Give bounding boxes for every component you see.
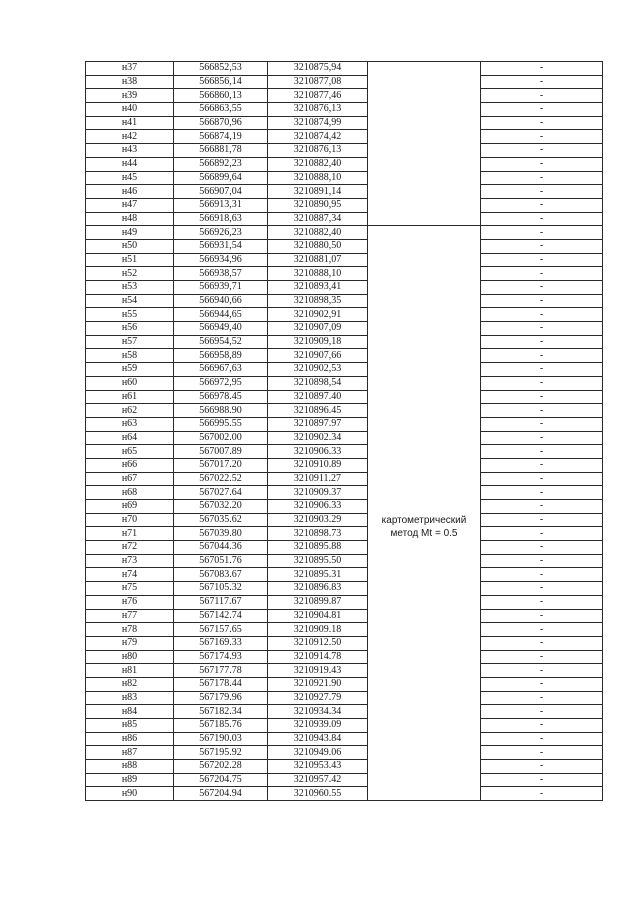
y-coordinate-cell: 3210882,40 [268,226,368,240]
x-coordinate-cell: 567051.76 [174,554,268,568]
table-row [86,773,603,787]
method-label [372,514,476,540]
point-id-cell: н58 [86,349,174,363]
dash-cell: - [481,376,603,390]
x-coordinate-cell: 566926,23 [174,226,268,240]
y-coordinate-cell: 3210895.31 [268,568,368,582]
y-coordinate-cell: 3210909.37 [268,486,368,500]
dash-cell: - [481,363,603,377]
y-coordinate-cell: 3210877,08 [268,75,368,89]
y-coordinate-cell: 3210960.55 [268,787,368,801]
y-coordinate-cell: 3210927.79 [268,691,368,705]
table-row [86,404,603,418]
y-coordinate-cell: 3210874,42 [268,130,368,144]
x-coordinate-cell: 566907,04 [174,185,268,199]
method-cell-upper [368,62,481,226]
point-id-cell: н61 [86,390,174,404]
y-coordinate-cell: 3210911.27 [268,472,368,486]
point-id-cell: н45 [86,171,174,185]
point-id-cell: н78 [86,623,174,637]
table-row [86,308,603,322]
dash-cell: - [481,554,603,568]
y-coordinate-cell: 3210896.83 [268,582,368,596]
y-coordinate-cell: 3210898,35 [268,294,368,308]
table-row [86,650,603,664]
point-id-cell: н49 [86,226,174,240]
y-coordinate-cell: 3210888,10 [268,171,368,185]
table-row [86,719,603,733]
x-coordinate-cell: 567178.44 [174,677,268,691]
dash-cell: - [481,732,603,746]
dash-cell: - [481,623,603,637]
table-row [86,253,603,267]
table-row [86,322,603,336]
x-coordinate-cell: 567032.20 [174,500,268,514]
point-id-cell: н47 [86,198,174,212]
y-coordinate-cell: 3210880,50 [268,239,368,253]
table-row [86,582,603,596]
table-row [86,527,603,541]
dash-cell: - [481,226,603,240]
x-coordinate-cell: 567204.75 [174,773,268,787]
dash-cell: - [481,253,603,267]
dash-cell: - [481,636,603,650]
x-coordinate-cell: 566918,63 [174,212,268,226]
table-row [86,198,603,212]
y-coordinate-cell: 3210906.33 [268,445,368,459]
y-coordinate-cell: 3210903.29 [268,513,368,527]
point-id-cell: н43 [86,144,174,158]
x-coordinate-cell: 567190.03 [174,732,268,746]
point-id-cell: н87 [86,746,174,760]
dash-cell: - [481,431,603,445]
y-coordinate-cell: 3210887,34 [268,212,368,226]
point-id-cell: н59 [86,363,174,377]
dash-cell: - [481,267,603,281]
dash-cell: - [481,609,603,623]
x-coordinate-cell: 566938,57 [174,267,268,281]
point-id-cell: н52 [86,267,174,281]
dash-cell: - [481,541,603,555]
x-coordinate-cell: 567027.64 [174,486,268,500]
dash-cell: - [481,157,603,171]
y-coordinate-cell: 3210910.89 [268,458,368,472]
y-coordinate-cell: 3210874,99 [268,116,368,130]
dash-cell: - [481,404,603,418]
table-row [86,787,603,801]
x-coordinate-cell: 566899,64 [174,171,268,185]
table-row [86,417,603,431]
point-id-cell: н75 [86,582,174,596]
x-coordinate-cell: 567182.34 [174,705,268,719]
x-coordinate-cell: 567204.94 [174,787,268,801]
point-id-cell: н48 [86,212,174,226]
y-coordinate-cell: 3210907,09 [268,322,368,336]
point-id-cell: н81 [86,664,174,678]
table-row [86,513,603,527]
table-row [86,130,603,144]
dash-cell: - [481,527,603,541]
table-row [86,335,603,349]
table-row [86,760,603,774]
y-coordinate-cell: 3210939.09 [268,719,368,733]
table-row [86,62,603,76]
point-id-cell: н71 [86,527,174,541]
y-coordinate-cell: 3210934.34 [268,705,368,719]
table-row [86,691,603,705]
table-row [86,212,603,226]
table-row [86,664,603,678]
point-id-cell: н73 [86,554,174,568]
dash-cell: - [481,335,603,349]
point-id-cell: н64 [86,431,174,445]
table-row [86,623,603,637]
y-coordinate-cell: 3210906.33 [268,500,368,514]
y-coordinate-cell: 3210904.81 [268,609,368,623]
dash-cell: - [481,513,603,527]
table-row [86,746,603,760]
y-coordinate-cell: 3210893,41 [268,281,368,295]
dash-cell: - [481,212,603,226]
x-coordinate-cell: 567035.62 [174,513,268,527]
y-coordinate-cell: 3210876,13 [268,144,368,158]
dash-cell: - [481,62,603,76]
x-coordinate-cell: 566892,23 [174,157,268,171]
x-coordinate-cell: 567142.74 [174,609,268,623]
dash-cell: - [481,746,603,760]
table-row [86,568,603,582]
x-coordinate-cell: 566852,53 [174,62,268,76]
dash-cell: - [481,760,603,774]
x-coordinate-cell: 566995.55 [174,417,268,431]
x-coordinate-cell: 567002.00 [174,431,268,445]
dash-cell: - [481,390,603,404]
y-coordinate-cell: 3210895.88 [268,541,368,555]
x-coordinate-cell: 566940,66 [174,294,268,308]
dash-cell: - [481,650,603,664]
dash-cell: - [481,664,603,678]
table-row [86,144,603,158]
table-row [86,349,603,363]
dash-cell: - [481,198,603,212]
y-coordinate-cell: 3210909.18 [268,623,368,637]
table-row [86,677,603,691]
x-coordinate-cell: 567083.67 [174,568,268,582]
x-coordinate-cell: 566978.45 [174,390,268,404]
table-row [86,281,603,295]
point-id-cell: н39 [86,89,174,103]
dash-cell: - [481,89,603,103]
coordinates-table-body [86,62,603,801]
x-coordinate-cell: 567157.65 [174,623,268,637]
y-coordinate-cell: 3210881,07 [268,253,368,267]
table-row [86,595,603,609]
dash-cell: - [481,595,603,609]
point-id-cell: н89 [86,773,174,787]
y-coordinate-cell: 3210897.97 [268,417,368,431]
dash-cell: - [481,705,603,719]
point-id-cell: н80 [86,650,174,664]
table-row [86,472,603,486]
x-coordinate-cell: 567039.80 [174,527,268,541]
y-coordinate-cell: 3210943.84 [268,732,368,746]
x-coordinate-cell: 566988.90 [174,404,268,418]
x-coordinate-cell: 566949,40 [174,322,268,336]
point-id-cell: н50 [86,239,174,253]
x-coordinate-cell: 567202.28 [174,760,268,774]
dash-cell: - [481,417,603,431]
table-row [86,636,603,650]
table-row [86,541,603,555]
dash-cell: - [481,472,603,486]
point-id-cell: н76 [86,595,174,609]
x-coordinate-cell: 566958,89 [174,349,268,363]
y-coordinate-cell: 3210890,95 [268,198,368,212]
table-row [86,75,603,89]
y-coordinate-cell: 3210953.43 [268,760,368,774]
table-row [86,554,603,568]
dash-cell: - [481,75,603,89]
x-coordinate-cell: 566939,71 [174,281,268,295]
point-id-cell: н86 [86,732,174,746]
dash-cell: - [481,322,603,336]
point-id-cell: н56 [86,322,174,336]
y-coordinate-cell: 3210898,54 [268,376,368,390]
y-coordinate-cell: 3210891,14 [268,185,368,199]
y-coordinate-cell: 3210875,94 [268,62,368,76]
point-id-cell: н90 [86,787,174,801]
dash-cell: - [481,773,603,787]
x-coordinate-cell: 567105.32 [174,582,268,596]
point-id-cell: н77 [86,609,174,623]
x-coordinate-cell: 566856,14 [174,75,268,89]
point-id-cell: н40 [86,103,174,117]
table-row [86,705,603,719]
y-coordinate-cell: 3210921.90 [268,677,368,691]
table-row [86,486,603,500]
point-id-cell: н70 [86,513,174,527]
point-id-cell: н68 [86,486,174,500]
table-row [86,294,603,308]
x-coordinate-cell: 566863,55 [174,103,268,117]
x-coordinate-cell: 567117.67 [174,595,268,609]
dash-cell: - [481,500,603,514]
point-id-cell: н66 [86,458,174,472]
table-row [86,267,603,281]
point-id-cell: н41 [86,116,174,130]
dash-cell: - [481,486,603,500]
x-coordinate-cell: 567007.89 [174,445,268,459]
table-row [86,376,603,390]
x-coordinate-cell: 566972,95 [174,376,268,390]
x-coordinate-cell: 566860,13 [174,89,268,103]
table-row [86,185,603,199]
x-coordinate-cell: 566931,54 [174,239,268,253]
x-coordinate-cell: 567185.76 [174,719,268,733]
coordinates-table [85,61,603,801]
point-id-cell: н51 [86,253,174,267]
point-id-cell: н37 [86,62,174,76]
x-coordinate-cell: 566967,63 [174,363,268,377]
x-coordinate-cell: 566944,65 [174,308,268,322]
y-coordinate-cell: 3210895.50 [268,554,368,568]
table-row [86,431,603,445]
y-coordinate-cell: 3210907,66 [268,349,368,363]
dash-cell: - [481,677,603,691]
y-coordinate-cell: 3210914.78 [268,650,368,664]
x-coordinate-cell: 567179.96 [174,691,268,705]
dash-cell: - [481,281,603,295]
table-row [86,239,603,253]
point-id-cell: н46 [86,185,174,199]
point-id-cell: н55 [86,308,174,322]
table-row [86,103,603,117]
table-row [86,157,603,171]
x-coordinate-cell: 567022.52 [174,472,268,486]
table-row [86,226,603,240]
y-coordinate-cell: 3210902,53 [268,363,368,377]
point-id-cell: н38 [86,75,174,89]
dash-cell: - [481,349,603,363]
point-id-cell: н54 [86,294,174,308]
table-row [86,500,603,514]
x-coordinate-cell: 566934,96 [174,253,268,267]
method-cell-lower [368,226,481,801]
y-coordinate-cell: 3210912.50 [268,636,368,650]
dash-cell: - [481,458,603,472]
dash-cell: - [481,103,603,117]
dash-cell: - [481,294,603,308]
dash-cell: - [481,445,603,459]
point-id-cell: н44 [86,157,174,171]
y-coordinate-cell: 3210949.06 [268,746,368,760]
table-row [86,445,603,459]
y-coordinate-cell: 3210876,13 [268,103,368,117]
dash-cell: - [481,568,603,582]
y-coordinate-cell: 3210898.73 [268,527,368,541]
y-coordinate-cell: 3210897.40 [268,390,368,404]
y-coordinate-cell: 3210902.34 [268,431,368,445]
point-id-cell: н85 [86,719,174,733]
dash-cell: - [481,691,603,705]
point-id-cell: н83 [86,691,174,705]
table-row [86,390,603,404]
point-id-cell: н53 [86,281,174,295]
point-id-cell: н67 [86,472,174,486]
point-id-cell: н62 [86,404,174,418]
dash-cell: - [481,171,603,185]
x-coordinate-cell: 566881,78 [174,144,268,158]
point-id-cell: н88 [86,760,174,774]
table-row [86,171,603,185]
y-coordinate-cell: 3210896.45 [268,404,368,418]
table-row [86,458,603,472]
x-coordinate-cell: 567174.93 [174,650,268,664]
point-id-cell: н74 [86,568,174,582]
point-id-cell: н57 [86,335,174,349]
dash-cell: - [481,787,603,801]
x-coordinate-cell: 566874,19 [174,130,268,144]
table-row [86,116,603,130]
point-id-cell: н60 [86,376,174,390]
y-coordinate-cell: 3210919.43 [268,664,368,678]
y-coordinate-cell: 3210882,40 [268,157,368,171]
point-id-cell: н82 [86,677,174,691]
x-coordinate-cell: 566913,31 [174,198,268,212]
dash-cell: - [481,144,603,158]
dash-cell: - [481,239,603,253]
point-id-cell: н63 [86,417,174,431]
x-coordinate-cell: 566870,96 [174,116,268,130]
method-label-line2: метод Mt = 0.5 [390,528,458,540]
y-coordinate-cell: 3210888,10 [268,267,368,281]
dash-cell: - [481,116,603,130]
table-row [86,89,603,103]
dash-cell: - [481,719,603,733]
table-row [86,609,603,623]
x-coordinate-cell: 567195.92 [174,746,268,760]
method-label-line1: картометрический [381,515,467,527]
table-row [86,363,603,377]
dash-cell: - [481,582,603,596]
y-coordinate-cell: 3210909,18 [268,335,368,349]
dash-cell: - [481,130,603,144]
point-id-cell: н84 [86,705,174,719]
dash-cell: - [481,185,603,199]
point-id-cell: н65 [86,445,174,459]
y-coordinate-cell: 3210957.42 [268,773,368,787]
x-coordinate-cell: 566954,52 [174,335,268,349]
point-id-cell: н79 [86,636,174,650]
dash-cell: - [481,308,603,322]
x-coordinate-cell: 567044.36 [174,541,268,555]
y-coordinate-cell: 3210877,46 [268,89,368,103]
point-id-cell: н69 [86,500,174,514]
table-row [86,732,603,746]
x-coordinate-cell: 567169.33 [174,636,268,650]
y-coordinate-cell: 3210899.87 [268,595,368,609]
x-coordinate-cell: 567177.78 [174,664,268,678]
y-coordinate-cell: 3210902,91 [268,308,368,322]
point-id-cell: н72 [86,541,174,555]
point-id-cell: н42 [86,130,174,144]
x-coordinate-cell: 567017.20 [174,458,268,472]
